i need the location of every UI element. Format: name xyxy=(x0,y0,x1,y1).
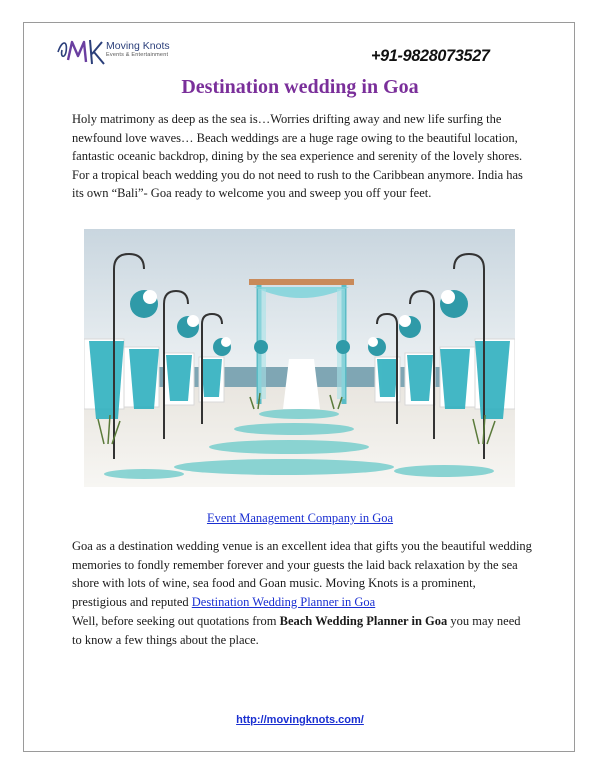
paragraph-planner-before: Well, before seeking out quotations from xyxy=(72,614,280,628)
caption xyxy=(0,511,600,526)
paragraph-venue xyxy=(72,537,532,611)
logo-tagline: Events & Entertainment xyxy=(106,52,169,58)
paragraph-venue-text: Goa as a destination wedding venue is an excellent idea that gifts you the beautiful wedding memories to fondly remember forever and your guests the laid back relaxation by the sea shore with lots of wine, sea food and Goan music. Moving Knots is a prominent, prestigious and reputed xyxy=(72,539,532,609)
logo-name: Moving Knots xyxy=(106,40,170,52)
logo-text xyxy=(106,40,170,59)
intro-paragraph: Holy matrimony as deep as the sea is…Worries drifting away and new life surfing the newfound love waves… Beach weddings are a huge rage owing to the beautiful location, fantastic oceanic backdrop, dining by the sea experience and serenity of the lovely shores. For a tropical beach wedding you do not need to rush to the Caribbean anymore. India has its own “Bali”- Goa ready to welcome you and sweep you off your feet. xyxy=(72,112,523,200)
beach-wedding-photo xyxy=(84,229,515,487)
footer-url-link[interactable]: http://movingknots.com/ xyxy=(236,714,364,726)
phone-number: +91-9828073527 xyxy=(371,46,490,65)
footer xyxy=(0,714,600,726)
event-management-link[interactable]: Event Management Company in Goa xyxy=(206,511,394,525)
paragraph-planner xyxy=(72,612,532,649)
page-title: Destination wedding in Goa xyxy=(181,76,419,98)
logo-mark-icon xyxy=(56,34,108,70)
planner-bold-text: Beach Wedding Planner in Goa xyxy=(279,614,448,628)
paragraph-planner-after: you may need to know a few things about the place. xyxy=(72,614,521,647)
destination-planner-link[interactable]: Destination Wedding Planner in Goa xyxy=(191,594,376,609)
